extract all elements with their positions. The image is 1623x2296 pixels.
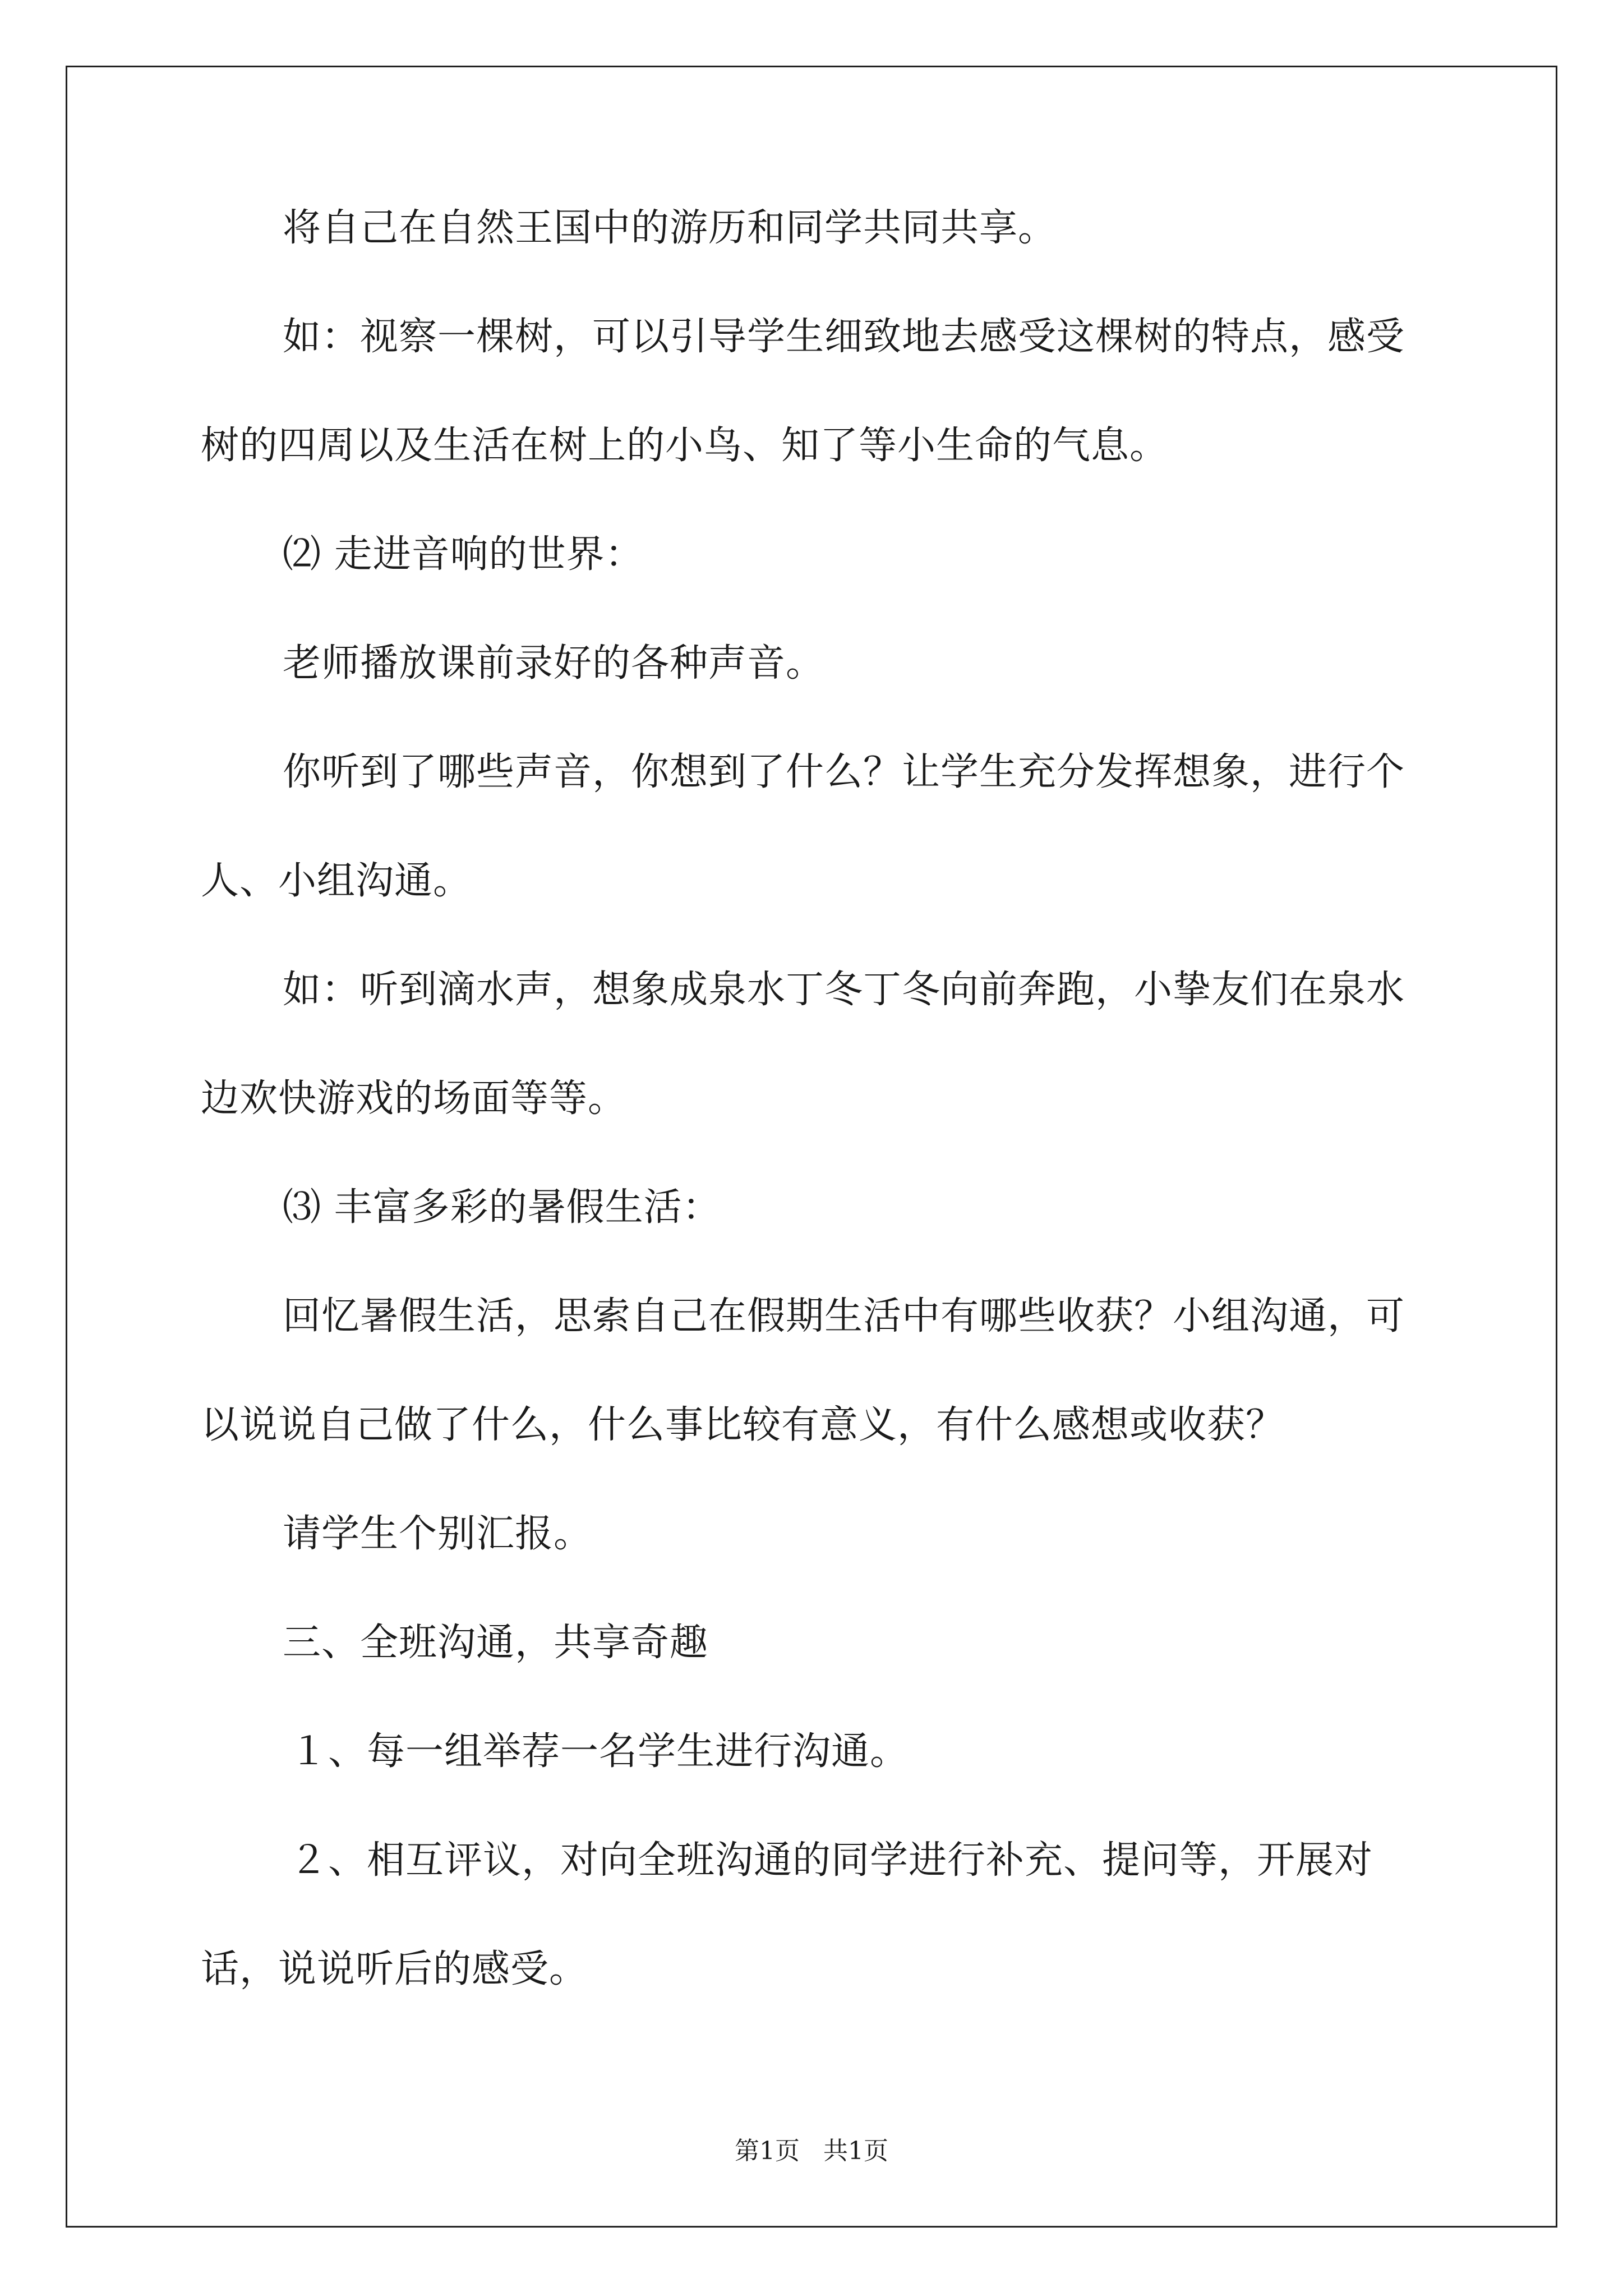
paragraph-4: 老师播放课前录好的各种声音。 — [283, 641, 825, 685]
paragraph-9: 请学生个别汇报。 — [283, 1512, 593, 1556]
page-footer — [0, 2134, 1623, 2168]
paragraph-6: 如：听到滴水声，想象成泉水丁冬丁冬向前奔跑，小挚友们在泉水边欢快游戏的场面等等。 — [201, 968, 1405, 1121]
paragraph-2: 如：视察一棵树，可以引导学生细致地去感受这棵树的特点，感受树的四周以及生活在树上的小鸟、知了等小生命的气息。 — [201, 315, 1405, 468]
list-item-2: ２、相互评议，对向全班沟通的同学进行补充、提问等，开展对话，说说听后的感受。 — [201, 1838, 1373, 1991]
paragraph-7: ⑶ 丰富多彩的暑假生活： — [283, 1185, 721, 1230]
paragraph-8: 回忆暑假生活，思索自己在假期生活中有哪些收获？小组沟通，可以说说自己做了什么，什么事比较有意义，有什么感想或收获？ — [201, 1294, 1405, 1447]
paragraph-3: ⑵ 走进音响的世界： — [283, 532, 644, 577]
page-number-current: 第1页 — [735, 2137, 800, 2165]
section-heading: 三、全班沟通，共享奇趣 — [283, 1621, 709, 1665]
list-item-1: １、每一组举荐一名学生进行沟通。 — [289, 1729, 909, 1774]
paragraph-5: 你听到了哪些声音，你想到了什么？让学生充分发挥想象，进行个人、小组沟通。 — [201, 750, 1405, 903]
page-number-total: 共1页 — [823, 2137, 888, 2165]
paragraph-1: 将自己在自然王国中的游历和同学共同共享。 — [283, 206, 1057, 250]
